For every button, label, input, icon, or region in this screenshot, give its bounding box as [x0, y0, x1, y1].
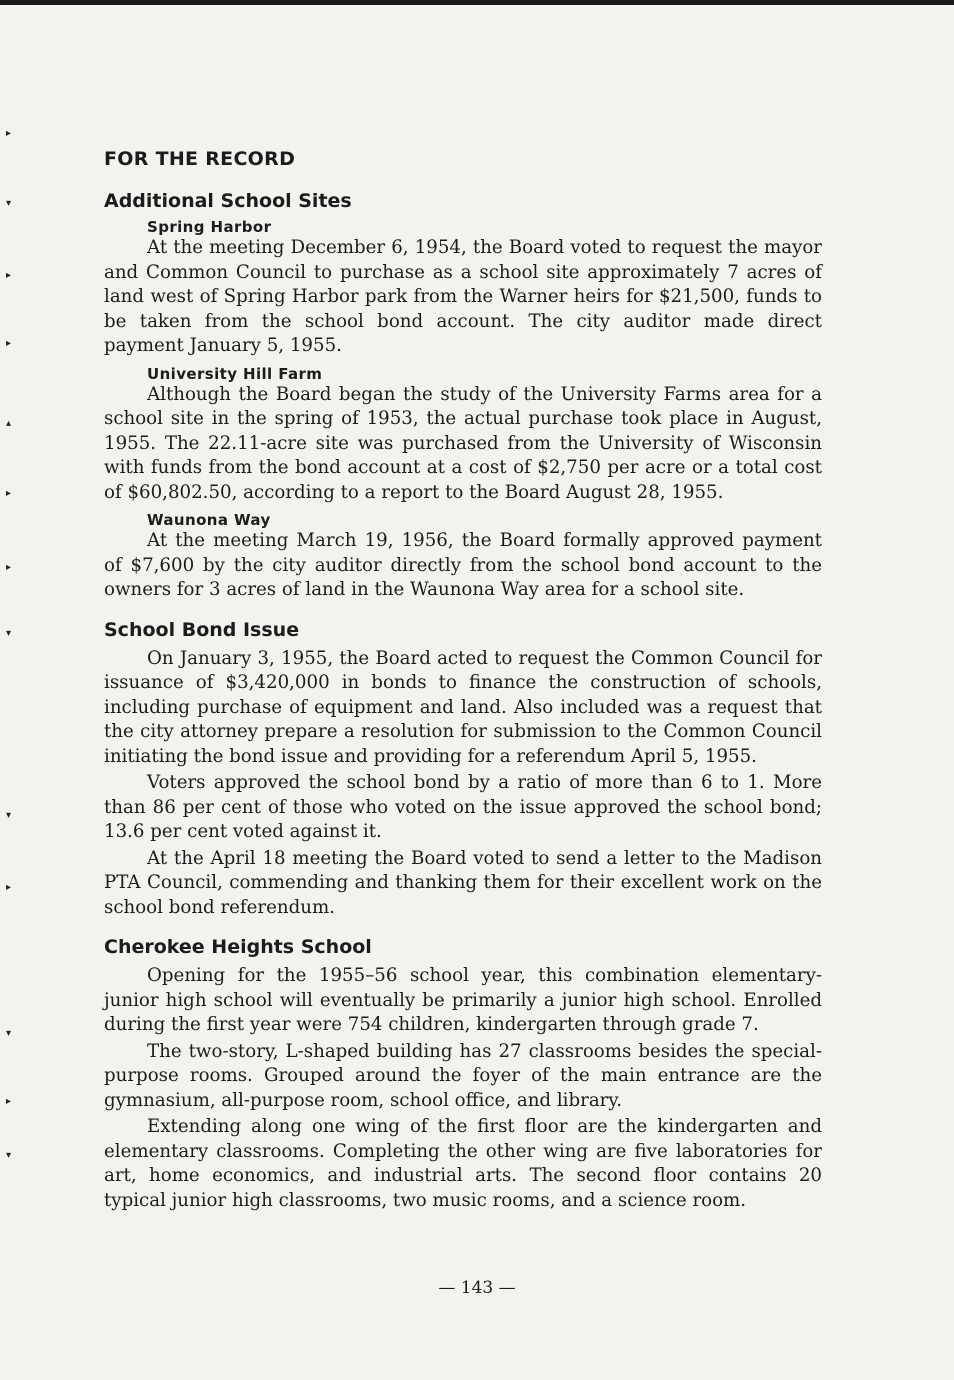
margin-mark: ▾ [6, 198, 12, 209]
subsection-heading: University Hill Farm [147, 364, 323, 383]
top-border-rule [0, 0, 954, 5]
margin-mark: ▾ [6, 1150, 12, 1161]
section-cherokee-heights-school [104, 936, 822, 1213]
margin-mark: ▾ [6, 810, 12, 821]
document-page [104, 148, 822, 1229]
margin-mark: ▸ [6, 882, 12, 893]
section-heading: Additional School Sites [104, 190, 352, 212]
margin-mark: ▾ [6, 1028, 12, 1039]
paragraph: Although the Board began the study of the University Farms area for a school site in the spring of 1953, the actual purchase took place in August, 1955. The 22.11-acre site was purchased from the University of Wisconsin with funds from the bond account at a cost of $2,750 per acre or a total cost of $60,802.50, according to a report to the Board August 28, 1955. [104, 383, 822, 503]
margin-mark: ▾ [6, 628, 12, 639]
margin-mark: ▸ [6, 562, 12, 573]
paragraph: Opening for the 1955–56 school year, this combination elementary-junior high school will eventually be primarily a junior high school. Enrolled during the first year were 754 children, kindergarten through grade 7. [104, 965, 822, 1035]
margin-mark: ▸ [6, 1096, 12, 1107]
paragraph: Extending along one wing of the first floor are the kindergarten and elementary classrooms. Completing the other wing are five laboratories for art, home economics, and industrial arts. The second floor contains 20 typical junior high classrooms, two music rooms, and a science room. [104, 1116, 822, 1211]
margin-mark: ▸ [6, 128, 12, 139]
page-number: — 143 — [438, 1278, 516, 1298]
paragraph: Voters approved the school bond by a ratio of more than 6 to 1. More than 86 per cent of those who voted on the issue approved the school bond; 13.6 per cent voted against it. [104, 772, 822, 842]
paragraph: At the April 18 meeting the Board voted to send a letter to the Madison PTA Council, commending and thanking them for their excellent work on the school bond referendum. [104, 847, 822, 918]
subsection-heading: Waunona Way [147, 511, 271, 529]
margin-mark: ▸ [6, 270, 12, 281]
subsection-waunona-way [104, 511, 822, 603]
section-heading: Cherokee Heights School [104, 936, 372, 958]
paragraph: The two-story, L-shaped building has 27 classrooms besides the special-purpose rooms. Grouped around the foyer of the main entrance are the gymnasium, all-purpose room, school office, and library. [104, 1040, 822, 1111]
section-additional-school-sites [104, 190, 822, 603]
section-heading: School Bond Issue [104, 618, 300, 641]
paragraph: At the meeting March 19, 1956, the Board formally approved payment of $7,600 by the city auditor directly from the school bond account to the owners for 3 acres of land in the Waunona Way area for a school site. [104, 530, 822, 600]
margin-mark: ▴ [6, 418, 12, 429]
paragraph: At the meeting December 6, 1954, the Board voted to request the mayor and Common Council to purchase as a school site approximately 7 acres of land west of Spring Harbor park from the Warner heirs for $21,500, funds to be taken from the school bond account. The city auditor made direct payment January 5, 1955. [104, 237, 822, 356]
subsection-spring-harbor [104, 218, 822, 359]
subsection-heading: Spring Harbor [147, 218, 272, 236]
margin-mark: ▸ [6, 338, 12, 349]
paragraph: On January 3, 1955, the Board acted to request the Common Council for issuance of $3,420,000 in bonds to finance the construction of schools, including purchase of equipment and land. Also included was a request that the city attorney prepare a resolution for submission to the Common Council initiating the bond issue and providing for a referendum April 5, 1955. [104, 647, 822, 767]
page-title: FOR THE RECORD [104, 148, 296, 170]
section-school-bond-issue [104, 619, 822, 921]
margin-mark: ▸ [6, 488, 12, 499]
subsection-university-hill-farm [104, 365, 822, 506]
